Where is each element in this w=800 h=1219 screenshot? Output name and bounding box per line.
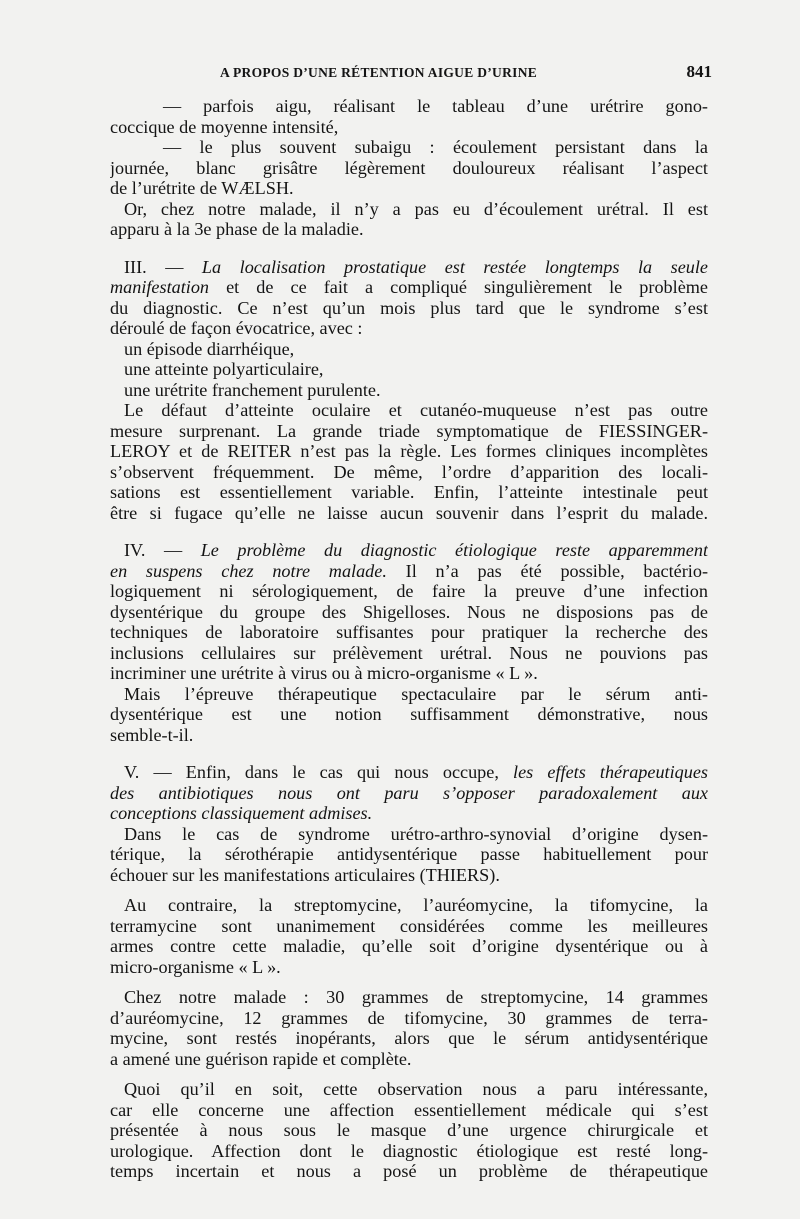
text-line: Le défaut d’atteinte oculaire et cutanéo-muqueuse n’est pas outre — [124, 400, 708, 420]
text-line: Mais l’épreuve thérapeutique spectaculaire par le sérum anti- — [124, 683, 708, 704]
text-line: micro-organisme « L ». — [110, 956, 281, 977]
section-v-heading — [110, 762, 708, 783]
text-line: car elle concerne une affection essentiellement médicale qui s’est — [110, 1099, 708, 1120]
section-iii-heading — [110, 257, 708, 278]
text-line: Quoi qu’il en soit, cette observation nous a paru intéressante, — [124, 1079, 708, 1099]
text-line: d’auréomycine, 12 grammes de tifomycine, 30 grammes de terra- — [110, 1007, 708, 1028]
text-line: urologique. Affection dont le diagnostic étiologique est resté long- — [110, 1140, 708, 1161]
text-line: coccique de moyenne intensité, — [110, 116, 339, 137]
text-line: du diagnostic. Ce n’est qu’un mois plus tard que le syndrome s’est — [110, 297, 708, 318]
text-line: apparu à la 3e phase de la maladie. — [110, 219, 364, 239]
text-line: Au contraire, la streptomycine, l’auréomycine, la tifomycine, la — [124, 895, 708, 915]
section-iv-heading — [110, 540, 708, 561]
text-line: semble-t-il. — [110, 724, 194, 745]
italic-text: en suspens chez notre malade. — [110, 560, 387, 581]
text-line: mesure surprenant. La grande triade symptomatique de FIESSINGER- — [110, 420, 708, 441]
italic-text: les effets thérapeutiques — [513, 762, 708, 782]
text-line: Chez notre malade : 30 grammes de streptomycine, 14 grammes — [124, 987, 708, 1007]
italic-text: conceptions classiquement admises. — [110, 803, 373, 823]
text-line: — le plus souvent subaigu : écoulement persistant dans la — [163, 137, 708, 157]
text-line: déroulé de façon évocatrice, avec : — [110, 318, 363, 338]
list-item: une urétrite franchement purulente. — [124, 379, 381, 400]
text-line: térique, la sérothérapie antidysentérique passe habituellement pour — [110, 844, 708, 864]
text-line — [110, 803, 708, 824]
text-line: mycine, sont restés inopérants, alors que le sérum antidysentérique — [110, 1028, 708, 1048]
text-line — [110, 561, 708, 582]
text-line: incriminer une urétrite à virus ou à micro-organisme « L ». — [110, 663, 538, 683]
text-line: être si fugace qu’elle ne laisse aucun souvenir dans l’esprit du malade. — [110, 502, 708, 523]
text-segment: V. — Enfin, dans le cas qui nous occupe, — [124, 762, 514, 782]
text-line: présentée à nous sous le masque d’une urgence chirurgicale et — [110, 1120, 708, 1140]
text-line: logiquement ni sérologiquement, de faire la preuve d’une infection — [110, 581, 708, 601]
text-line: techniques de laboratoire suffisantes pour pratiquer la recherche des — [110, 622, 708, 642]
text-line: — parfois aigu, réalisant le tableau d’une urétrire gono- — [163, 96, 708, 116]
text-line: sations est essentiellement variable. Enfin, l’atteinte intestinale peut — [110, 482, 708, 502]
page-header — [220, 62, 712, 86]
italic-text: Le problème du diagnostic étiologique reste apparemment — [200, 540, 708, 560]
italic-text: des antibiotiques nous ont paru s’opposer paradoxalement aux — [110, 782, 708, 803]
list-item: une atteinte polyarticulaire, — [124, 359, 324, 379]
text-line: temps incertain et nous a posé un problème de thérapeutique — [110, 1161, 708, 1181]
text-line: de l’urétrite de WÆLSH. — [110, 178, 294, 198]
text-segment: Il n’a pas été possible, bactério- — [386, 560, 708, 581]
text-line: Dans le cas de syndrome urétro-arthro-synovial d’origine dysen- — [124, 823, 708, 844]
text-line — [110, 783, 708, 804]
text-line: a amené une guérison rapide et complète. — [110, 1048, 412, 1069]
running-title: A PROPOS D’UNE RÉTENTION AIGUE D’URINE — [220, 65, 538, 80]
section-number: III. — — [124, 256, 202, 277]
text-line: LEROY et de REITER n’est pas la règle. Les formes cliniques incomplètes — [110, 441, 708, 461]
text-line: journée, blanc grisâtre légèrement douloureux réalisant l’aspect — [110, 157, 708, 178]
text-line: dysentérique est une notion suffisamment démonstrative, nous — [110, 704, 708, 724]
body-text — [110, 96, 708, 1182]
text-line: échouer sur les manifestations articulaires (THIERS). — [110, 864, 500, 885]
text-line: s’observent fréquemment. De même, l’ordre d’apparition des locali- — [110, 461, 708, 482]
italic-text: manifestation — [110, 277, 210, 297]
text-line: dysentérique du groupe des Shigelloses. Nous ne disposions pas de — [110, 601, 708, 622]
text-line — [110, 277, 708, 298]
text-line: Or, chez notre malade, il n’y a pas eu d’écoulement urétral. Il est — [124, 198, 708, 219]
italic-text: La localisation prostatique est restée longtemps la seule — [201, 256, 708, 277]
text-line: inclusions cellulaires sur prélèvement urétral. Nous ne pouvions pas — [110, 642, 708, 663]
page-number: 841 — [686, 62, 712, 81]
list-item: un épisode diarrhéique, — [124, 338, 295, 359]
section-number: IV. — — [124, 540, 201, 560]
text-line: armes contre cette maladie, qu’elle soit d’origine dysentérique ou à — [110, 936, 708, 956]
text-line: terramycine sont unanimement considérées comme les meilleures — [110, 915, 708, 936]
text-segment: et de ce fait a compliqué singulièrement le problème — [209, 277, 708, 297]
